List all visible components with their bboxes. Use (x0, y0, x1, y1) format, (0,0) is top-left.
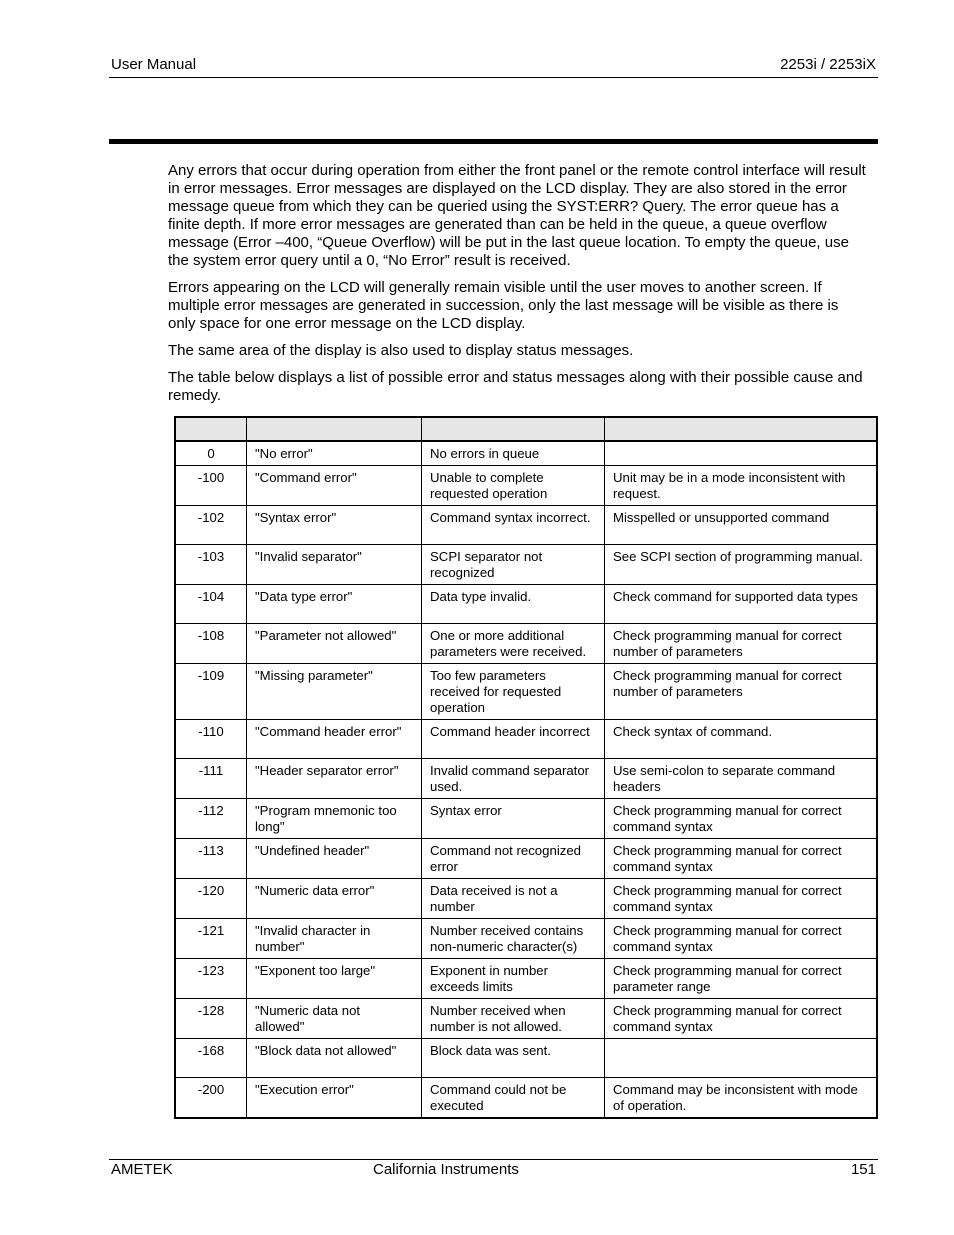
table-row (175, 720, 877, 759)
table-row (175, 466, 877, 506)
section-heading-bar (109, 139, 878, 144)
error-remedy: Check command for supported data types (605, 585, 878, 624)
error-remedy: Misspelled or unsupported command (605, 506, 878, 545)
table-row (175, 1039, 877, 1078)
error-remedy: Check syntax of command. (605, 720, 878, 759)
error-number: -102 (175, 506, 247, 545)
error-remedy: Check programming manual for correct number of parameters (605, 624, 878, 664)
error-number: -110 (175, 720, 247, 759)
error-message: "Numeric data error" (247, 879, 422, 919)
error-cause: Command not recognized error (422, 839, 605, 879)
header-error-number (175, 417, 247, 441)
error-cause: Command could not be executed (422, 1078, 605, 1119)
error-cause: Number received when number is not allowed. (422, 999, 605, 1039)
error-cause: Invalid command separator used. (422, 759, 605, 799)
error-message: "Exponent too large" (247, 959, 422, 999)
table-row (175, 1078, 877, 1119)
error-cause: Command header incorrect (422, 720, 605, 759)
table-row (175, 999, 877, 1039)
error-number: 0 (175, 441, 247, 466)
footer-division: California Instruments (373, 1161, 519, 1178)
paragraph-status-messages: The same area of the display is also used to display status messages. (168, 342, 634, 359)
error-number: -168 (175, 1039, 247, 1078)
error-cause: Block data was sent. (422, 1039, 605, 1078)
error-number: -128 (175, 999, 247, 1039)
table-row (175, 759, 877, 799)
table-row (175, 664, 877, 720)
error-remedy: Check programming manual for correct command syntax (605, 999, 878, 1039)
error-remedy: Command may be inconsistent with mode of operation. (605, 1078, 878, 1119)
error-cause: Number received contains non-numeric character(s) (422, 919, 605, 959)
error-number: -100 (175, 466, 247, 506)
error-message: "Invalid character in number" (247, 919, 422, 959)
error-remedy: Use semi-colon to separate command headers (605, 759, 878, 799)
error-cause: Data type invalid. (422, 585, 605, 624)
error-number: -113 (175, 839, 247, 879)
header-remedy (605, 417, 878, 441)
table-row (175, 919, 877, 959)
error-number: -109 (175, 664, 247, 720)
error-cause: Syntax error (422, 799, 605, 839)
error-message: "Block data not allowed" (247, 1039, 422, 1078)
error-message: "Program mnemonic too long" (247, 799, 422, 839)
error-cause: Data received is not a number (422, 879, 605, 919)
error-cause: SCPI separator not recognized (422, 545, 605, 585)
body-text (168, 162, 868, 414)
table-row (175, 545, 877, 585)
paragraph-table-intro: The table below displays a list of possible error and status messages along with their possible cause and remedy. (168, 369, 863, 404)
header-error-message (247, 417, 422, 441)
table-row (175, 879, 877, 919)
table-row (175, 959, 877, 999)
error-number: -104 (175, 585, 247, 624)
error-remedy: Unit may be in a mode inconsistent with request. (605, 466, 878, 506)
error-cause: No errors in queue (422, 441, 605, 466)
error-message: "Invalid separator" (247, 545, 422, 585)
error-number: -120 (175, 879, 247, 919)
error-cause: Unable to complete requested operation (422, 466, 605, 506)
header-rule (109, 77, 878, 78)
error-cause: Too few parameters received for requested operation (422, 664, 605, 720)
table-row (175, 506, 877, 545)
error-message: "Missing parameter" (247, 664, 422, 720)
error-cause: Exponent in number exceeds limits (422, 959, 605, 999)
error-number: -111 (175, 759, 247, 799)
error-cause: One or more additional parameters were received. (422, 624, 605, 664)
error-number: -121 (175, 919, 247, 959)
error-number: -112 (175, 799, 247, 839)
paragraph-error-queue: Any errors that occur during operation from either the front panel or the remote control interface will result in error messages. Error messages are displayed on the LCD display. They are also stored in the error message queue from which they can be queried using the SYST:ERR? Query. The error queue has a finite depth. If more error messages are generated than can be held in the queue, a queue overflow message (Error –400, “Queue Overflow) will be put in the last queue location. To empty the queue, use the system error query until a 0, “No Error” result is received. (168, 162, 866, 269)
error-number: -123 (175, 959, 247, 999)
error-number: -103 (175, 545, 247, 585)
footer-rule (109, 1159, 878, 1160)
error-number: -200 (175, 1078, 247, 1119)
error-cause: Command syntax incorrect. (422, 506, 605, 545)
error-remedy: See SCPI section of programming manual. (605, 545, 878, 585)
page-number: 151 (850, 1161, 876, 1178)
error-message: "Syntax error" (247, 506, 422, 545)
table-header-row (175, 417, 877, 441)
table-row (175, 585, 877, 624)
error-remedy: Check programming manual for correct number of parameters (605, 664, 878, 720)
error-message: "Command error" (247, 466, 422, 506)
error-remedy: Check programming manual for correct command syntax (605, 919, 878, 959)
error-message: "Data type error" (247, 585, 422, 624)
error-message: "Numeric data not allowed" (247, 999, 422, 1039)
table-row (175, 441, 877, 466)
table-row (175, 799, 877, 839)
table-row (175, 839, 877, 879)
error-remedy: Check programming manual for correct command syntax (605, 799, 878, 839)
error-message: "Parameter not allowed" (247, 624, 422, 664)
table-row (175, 624, 877, 664)
paragraph-lcd-errors: Errors appearing on the LCD will generally remain visible until the user moves to another screen. If multiple error messages are generated in succession, only the last message will be visible as there is only space for one error message on the LCD display. (168, 279, 839, 332)
footer-company: AMETEK (111, 1161, 173, 1178)
error-messages-table (174, 416, 878, 1119)
error-remedy (605, 441, 878, 466)
error-message: "No error" (247, 441, 422, 466)
error-remedy: Check programming manual for correct command syntax (605, 879, 878, 919)
error-remedy (605, 1039, 878, 1078)
error-message: "Command header error" (247, 720, 422, 759)
error-number: -108 (175, 624, 247, 664)
header-cause (422, 417, 605, 441)
error-remedy: Check programming manual for correct command syntax (605, 839, 878, 879)
page-header-right: 2253i / 2253iX (780, 56, 876, 73)
error-message: "Undefined header" (247, 839, 422, 879)
error-message: "Header separator error" (247, 759, 422, 799)
error-message: "Execution error" (247, 1078, 422, 1119)
page-header-left: User Manual (111, 56, 197, 73)
error-remedy: Check programming manual for correct parameter range (605, 959, 878, 999)
